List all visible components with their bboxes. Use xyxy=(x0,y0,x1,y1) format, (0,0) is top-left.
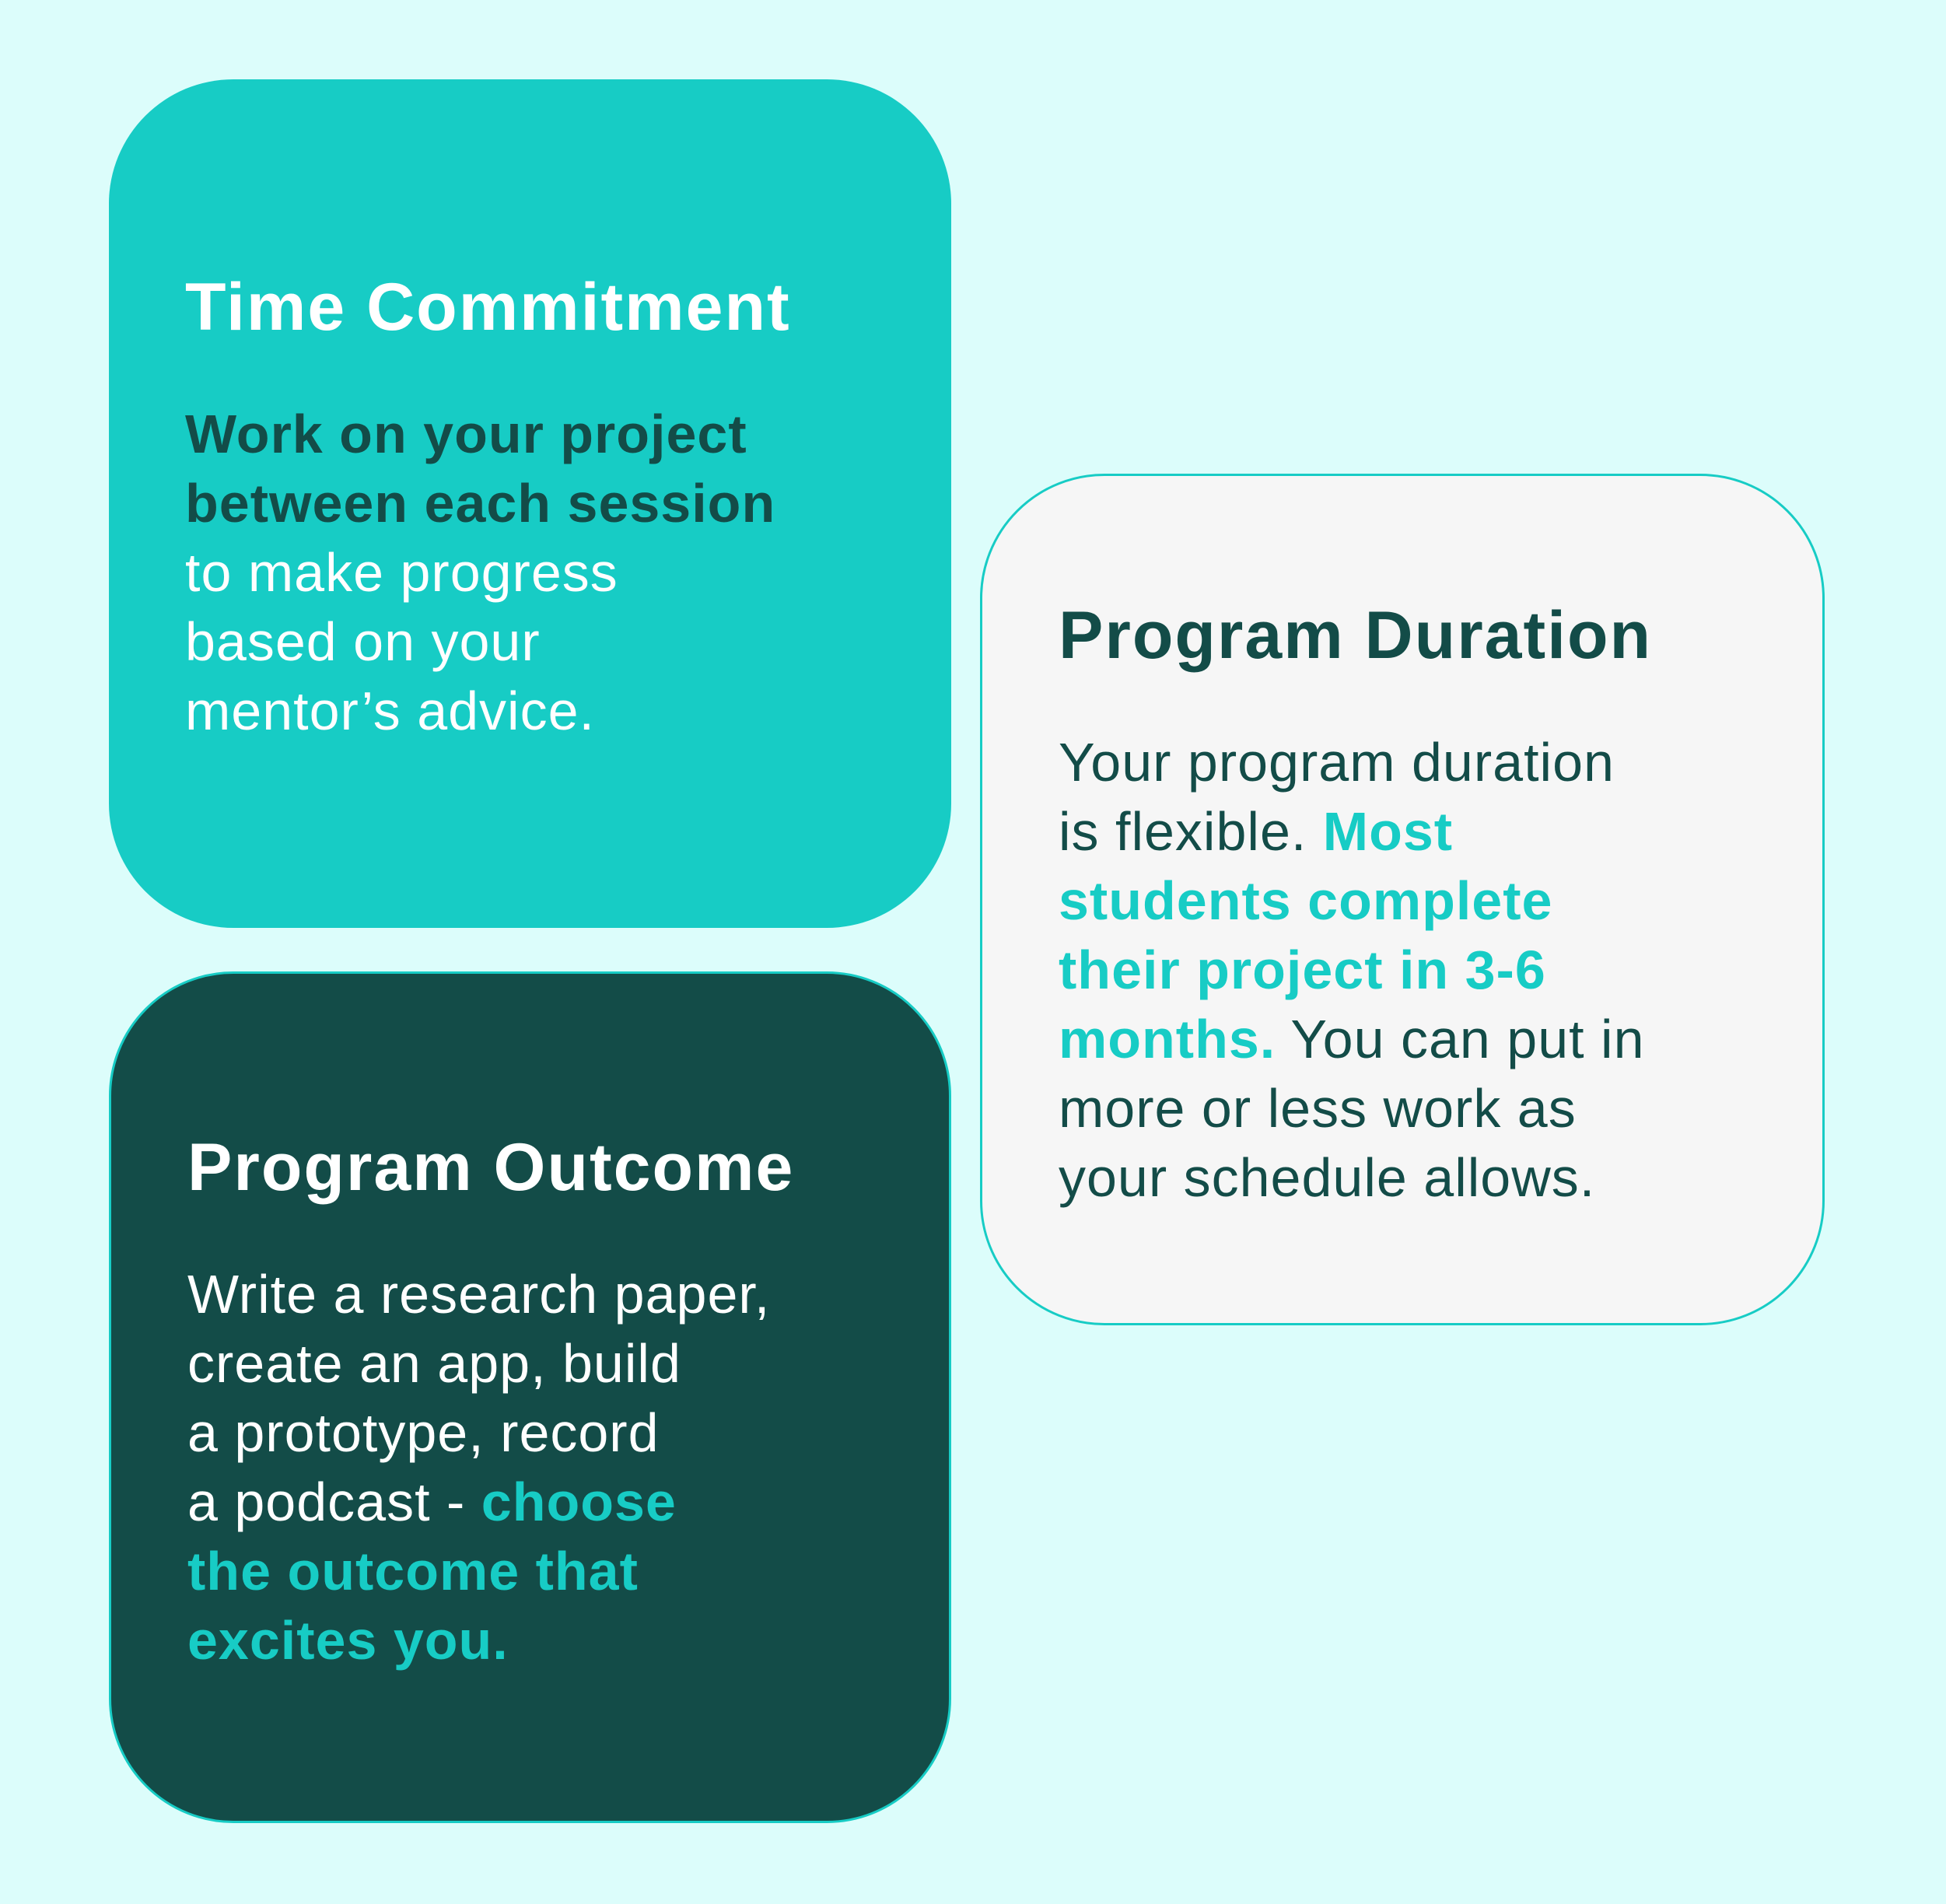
program-outcome-line: a prototype, record xyxy=(187,1402,660,1463)
program-duration-line xyxy=(1059,797,1645,866)
program-outcome-title: Program Outcome xyxy=(187,1130,795,1205)
program-duration-line: more or less work as xyxy=(1059,1078,1577,1139)
program-duration-line xyxy=(1059,1005,1645,1074)
program-duration-card xyxy=(980,474,1825,1325)
program-duration-text: is flexible. xyxy=(1059,801,1323,862)
program-outcome-highlight: choose xyxy=(481,1472,677,1532)
time-commitment-title: Time Commitment xyxy=(185,270,791,345)
time-commitment-card xyxy=(109,79,951,928)
program-outcome-highlight-line: the outcome that xyxy=(187,1541,639,1601)
program-outcome-line: create an app, build xyxy=(187,1333,681,1394)
time-commitment-line: based on your xyxy=(185,611,541,672)
time-commitment-line: to make progress xyxy=(185,542,618,603)
program-duration-title: Program Duration xyxy=(1059,598,1653,673)
program-outcome-line xyxy=(187,1468,770,1537)
time-commitment-line: between each session xyxy=(185,473,776,534)
program-duration-line: your schedule allows. xyxy=(1059,1147,1596,1208)
time-commitment-line: mentor’s advice. xyxy=(185,681,595,741)
time-commitment-line: Work on your project xyxy=(185,404,747,464)
program-outcome-body xyxy=(187,1260,770,1675)
program-outcome-highlight-line: excites you. xyxy=(187,1610,509,1671)
program-duration-highlight-line: students complete xyxy=(1059,870,1553,931)
program-duration-body xyxy=(1059,728,1645,1213)
program-duration-line: Your program duration xyxy=(1059,732,1615,793)
program-outcome-line: Write a research paper, xyxy=(187,1264,771,1325)
program-outcome-card xyxy=(109,971,951,1823)
program-duration-highlight: months. xyxy=(1059,1009,1276,1069)
program-duration-highlight-line: their project in 3-6 xyxy=(1059,940,1546,1000)
program-outcome-text: a podcast - xyxy=(187,1472,481,1532)
program-duration-text: You can put in xyxy=(1276,1009,1645,1069)
program-duration-highlight: Most xyxy=(1322,801,1454,862)
time-commitment-body xyxy=(185,400,775,746)
